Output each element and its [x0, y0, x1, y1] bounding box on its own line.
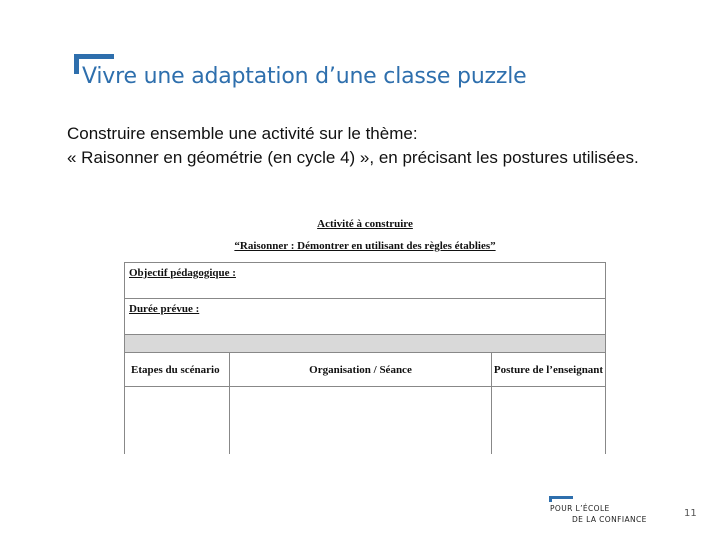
table-header-row — [125, 353, 605, 387]
body-line-2: « Raisonner en géométrie (en cycle 4) », en précisant les postures utilisées. — [67, 148, 639, 167]
logo-text-line-1: POUR L’ÉCOLE — [550, 504, 610, 513]
activity-document-image — [124, 214, 606, 454]
ecole-confiance-logo — [546, 494, 676, 530]
row-duree — [125, 299, 605, 335]
activity-table — [124, 262, 606, 454]
body-line-1: Construire ensemble une activité sur le thème: — [67, 124, 418, 143]
logo-bracket-mark — [549, 496, 573, 502]
column-divider-1 — [229, 387, 230, 454]
header-etapes: Etapes du scénario — [125, 353, 230, 386]
slide-body — [67, 122, 677, 170]
page-number: 11 — [684, 508, 697, 519]
shaded-separator-row — [125, 335, 605, 353]
header-posture: Posture de l’enseignant — [493, 363, 604, 376]
logo-text-line-2: DE LA CONFIANCE — [572, 515, 647, 524]
doc-heading-theme: “Raisonner : Démontrer en utilisant des règles établies” — [234, 240, 496, 252]
row-objectif — [125, 263, 605, 299]
column-divider-2 — [491, 387, 492, 454]
duree-label: Durée prévue : — [129, 303, 200, 315]
slide-title: Vivre une adaptation d’une classe puzzle — [82, 64, 527, 89]
header-organisation: Organisation / Séance — [230, 353, 492, 386]
doc-heading-activity: Activité à construire — [317, 218, 413, 230]
objectif-label: Objectif pédagogique : — [129, 267, 236, 279]
